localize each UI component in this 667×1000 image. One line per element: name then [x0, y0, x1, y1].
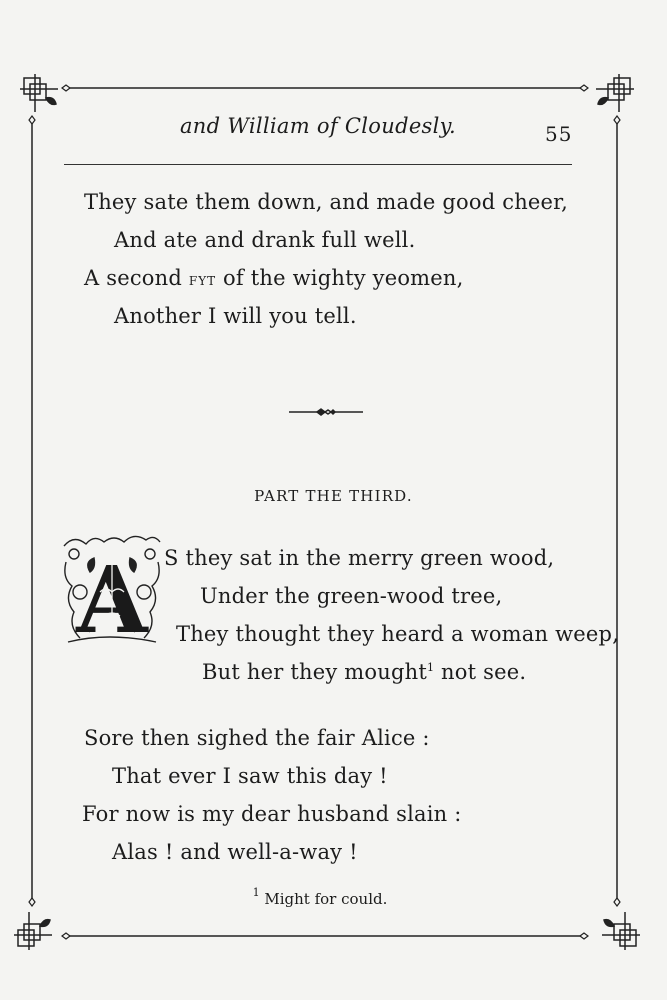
- running-title: and William of Cloudesly.: [179, 114, 456, 138]
- line-text: A second: [84, 266, 189, 290]
- drop-cap-letter: A: [76, 546, 148, 648]
- section-divider-ornament: [289, 405, 363, 419]
- fyt-smallcaps: fyt: [188, 270, 217, 290]
- corner-ornament-bottom-left: [12, 908, 64, 952]
- line-text: But her they mought: [202, 660, 427, 684]
- corner-ornament-top-right: [584, 72, 636, 116]
- stanza1-line3: [84, 266, 464, 290]
- stanza2-line4: [202, 660, 526, 684]
- stanza2-line1: S they sat in the merry green wood,: [164, 546, 555, 570]
- decorated-drop-cap: [60, 532, 164, 648]
- corner-ornament-top-left: [18, 72, 70, 116]
- stanza1-line1: They sate them down, and made good cheer,: [84, 190, 568, 214]
- header-rule: [64, 164, 572, 165]
- line-text: of the wighty yeomen,: [216, 266, 464, 290]
- footnote-text: Might for could.: [259, 890, 388, 908]
- stanza2-line3: They thought they heard a woman weep,: [176, 622, 620, 646]
- stanza3-line1: Sore then sighed the fair Alice :: [84, 726, 430, 750]
- footnote-reference: 1: [426, 661, 435, 674]
- footnote: [0, 886, 640, 908]
- stanza2-line2: Under the green-wood tree,: [200, 584, 503, 608]
- stanza1-line2: And ate and drank full well.: [114, 228, 416, 252]
- footnote-marker: 1: [252, 886, 260, 899]
- stanza1-line4: Another I will you tell.: [114, 304, 357, 328]
- stanza3-line2: That ever I saw this day !: [112, 764, 388, 788]
- page-number: 55: [545, 122, 573, 146]
- stanza3-line4: Alas ! and well-a-way !: [112, 840, 358, 864]
- section-heading: PART THE THIRD.: [254, 487, 413, 505]
- stanza3-line3: For now is my dear husband slain :: [82, 802, 462, 826]
- corner-ornament-bottom-right: [590, 908, 642, 952]
- line-text: not see.: [434, 660, 527, 684]
